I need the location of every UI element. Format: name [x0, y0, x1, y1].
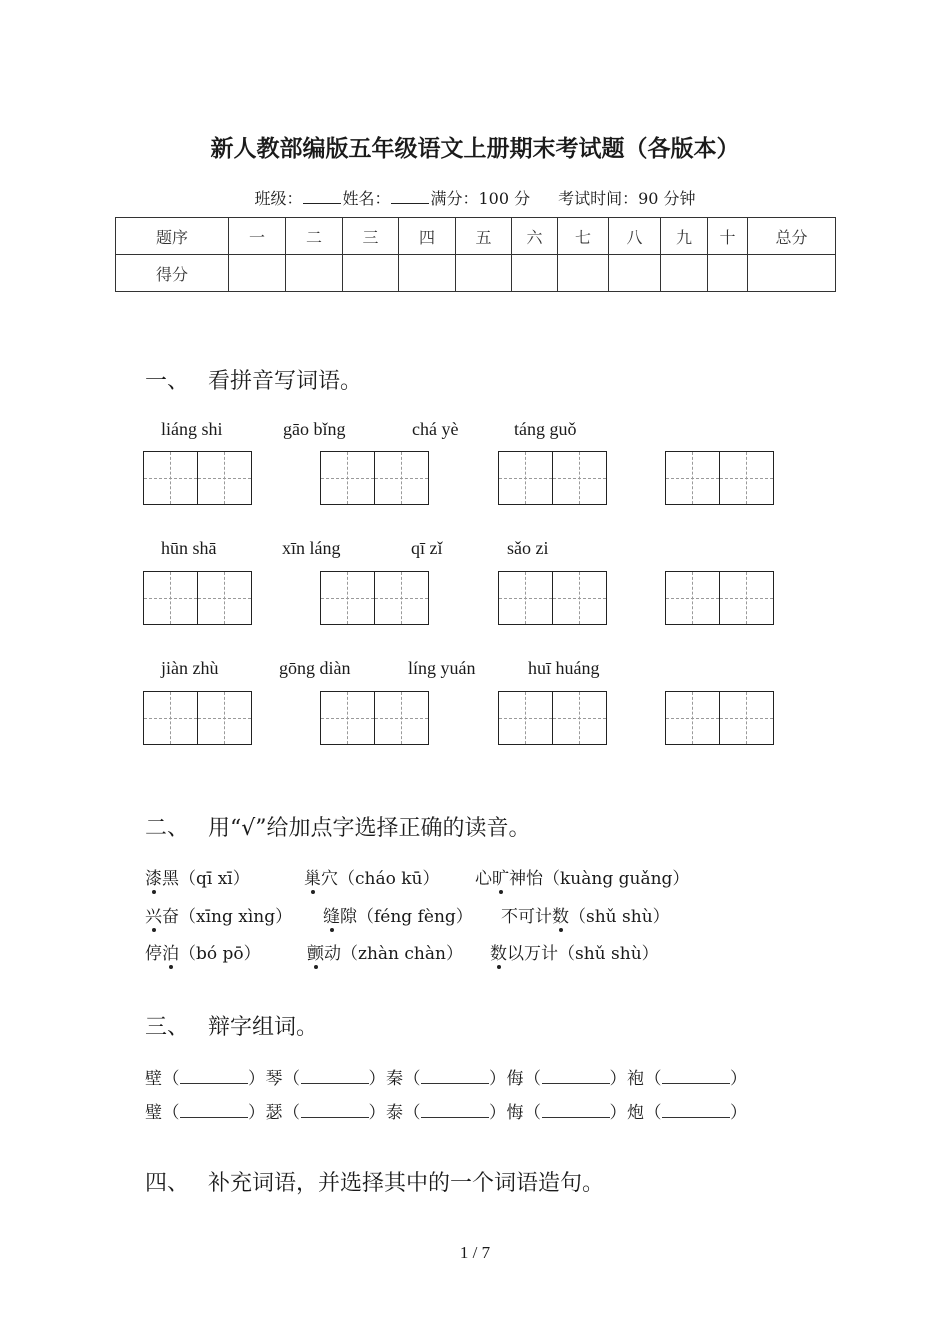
- answer-blank[interactable]: [542, 1071, 610, 1084]
- answer-blank[interactable]: [662, 1071, 730, 1084]
- char: 璧: [145, 1103, 163, 1123]
- full-score: 满分：100 分: [430, 189, 531, 208]
- score-row: [116, 255, 836, 292]
- pronunciation-item[interactable]: 不可计数（shǔ shù）: [501, 902, 670, 927]
- pinyin-label: gōng diàn: [279, 658, 351, 678]
- pinyin-label: huī huáng: [528, 658, 600, 678]
- page-number: 1 / 7: [459, 1243, 491, 1262]
- page-title: 新人教部编版五年级语文上册期末考试题（各版本）: [210, 135, 740, 162]
- score-cell[interactable]: [286, 255, 343, 292]
- score-header-cell: 五: [456, 218, 512, 255]
- writing-grid[interactable]: [320, 571, 429, 625]
- writing-grid[interactable]: [498, 571, 607, 625]
- pronunciation-item[interactable]: 数以万计（shǔ shù）: [490, 939, 659, 964]
- writing-grid[interactable]: [498, 691, 607, 745]
- score-cell[interactable]: [661, 255, 708, 292]
- writing-grid[interactable]: [665, 691, 774, 745]
- score-header-cell: 二: [286, 218, 343, 255]
- score-table: [115, 217, 836, 292]
- score-cell[interactable]: [456, 255, 512, 292]
- char: 炮: [627, 1103, 645, 1123]
- word-group-row: 璧（ ）瑟（ ）泰（ ）悔（ ）炮（ ）: [145, 1103, 748, 1123]
- pronunciation-item[interactable]: 兴奋（xīng xìng）: [145, 902, 292, 927]
- writing-grid[interactable]: [320, 691, 429, 745]
- pinyin-label: chá yè: [412, 419, 459, 439]
- score-cell[interactable]: [512, 255, 558, 292]
- score-header-cell: 七: [558, 218, 609, 255]
- pinyin-label: xīn láng: [282, 538, 341, 558]
- pronunciation-item[interactable]: 巢穴（cháo kū）: [304, 864, 440, 889]
- char: 琴: [265, 1069, 283, 1089]
- char: 侮: [506, 1069, 524, 1089]
- dotted-char: 漆: [145, 864, 162, 889]
- section-number: 一、: [145, 369, 190, 394]
- pinyin-label: sǎo zi: [507, 538, 549, 558]
- score-cell[interactable]: [609, 255, 661, 292]
- dotted-char: 泊: [162, 939, 179, 964]
- writing-grid[interactable]: [498, 451, 607, 505]
- section-title: 看拼音写词语。: [208, 369, 363, 394]
- answer-blank[interactable]: [180, 1105, 248, 1118]
- writing-grid[interactable]: [320, 451, 429, 505]
- section-title: 用“√”给加点字选择正确的读音。: [208, 816, 531, 841]
- section-3-heading: [145, 1010, 318, 1041]
- pronunciation-item[interactable]: 停泊（bó pō）: [145, 939, 261, 964]
- section-2-heading: [145, 811, 531, 842]
- pinyin-label: líng yuán: [408, 658, 476, 678]
- pronunciation-item[interactable]: 漆黑（qī xī）: [145, 864, 250, 889]
- score-row-label: 得分: [116, 255, 229, 292]
- dotted-char: 缝: [323, 902, 340, 927]
- name-blank: [391, 189, 429, 204]
- pronunciation-item[interactable]: 心旷神怡（kuàng guǎng）: [475, 864, 689, 889]
- char: 壁: [145, 1069, 163, 1089]
- score-header-cell: 题序: [116, 218, 229, 255]
- pronunciation-item[interactable]: 颤动（zhàn chàn）: [307, 939, 463, 964]
- writing-grid[interactable]: [143, 451, 252, 505]
- char: 悔: [506, 1103, 524, 1123]
- dotted-char: 兴: [145, 902, 162, 927]
- score-header-cell: 四: [399, 218, 456, 255]
- score-cell[interactable]: [343, 255, 399, 292]
- pinyin-label: qī zǐ: [411, 538, 443, 558]
- section-title: 辩字组词。: [208, 1015, 319, 1040]
- score-header-cell: 十: [708, 218, 748, 255]
- section-number: 三、: [145, 1015, 190, 1040]
- name-label: 姓名：: [342, 189, 391, 208]
- score-header-cell: 三: [343, 218, 399, 255]
- dotted-char: 数: [552, 902, 569, 927]
- exam-time: 考试时间：90 分钟: [558, 189, 696, 208]
- char: 泰: [386, 1103, 404, 1123]
- score-cell[interactable]: [748, 255, 836, 292]
- pinyin-label: liáng shi: [161, 419, 223, 439]
- pinyin-label: jiàn zhù: [161, 658, 219, 678]
- dotted-char: 数: [490, 939, 507, 964]
- answer-blank[interactable]: [542, 1105, 610, 1118]
- score-cell[interactable]: [558, 255, 609, 292]
- section-number: 四、: [145, 1171, 190, 1196]
- char: 袍: [627, 1069, 645, 1089]
- pinyin-label: gāo bǐng: [283, 419, 346, 439]
- section-4-heading: [145, 1166, 604, 1197]
- answer-blank[interactable]: [180, 1071, 248, 1084]
- score-header-cell: 九: [661, 218, 708, 255]
- score-header-cell: 总分: [748, 218, 836, 255]
- section-number: 二、: [145, 816, 190, 841]
- writing-grid[interactable]: [665, 451, 774, 505]
- answer-blank[interactable]: [421, 1105, 489, 1118]
- dotted-char: 巢: [304, 864, 321, 889]
- answer-blank[interactable]: [421, 1071, 489, 1084]
- score-cell[interactable]: [399, 255, 456, 292]
- answer-blank[interactable]: [301, 1105, 369, 1118]
- exam-info-line: [0, 186, 950, 209]
- answer-blank[interactable]: [662, 1105, 730, 1118]
- writing-grid[interactable]: [143, 571, 252, 625]
- pronunciation-item[interactable]: 缝隙（féng fèng）: [323, 902, 473, 927]
- class-label: 班级：: [254, 189, 303, 208]
- score-cell[interactable]: [229, 255, 286, 292]
- section-1-heading: [145, 364, 362, 395]
- score-header-cell: 八: [609, 218, 661, 255]
- section-title: 补充词语，并选择其中的一个词语造句。: [208, 1171, 605, 1196]
- score-header-cell: 一: [229, 218, 286, 255]
- dotted-char: 旷: [492, 864, 509, 889]
- word-group-row: 壁（ ）琴（ ）秦（ ）侮（ ）袍（ ）: [145, 1069, 748, 1089]
- answer-blank[interactable]: [301, 1071, 369, 1084]
- char: 瑟: [265, 1103, 283, 1123]
- score-cell[interactable]: [708, 255, 748, 292]
- char: 秦: [386, 1069, 404, 1089]
- score-header-row: [116, 218, 836, 255]
- writing-grid[interactable]: [143, 691, 252, 745]
- dotted-char: 颤: [307, 939, 324, 964]
- pinyin-label: táng guǒ: [514, 419, 577, 439]
- pinyin-label: hūn shā: [161, 538, 217, 558]
- writing-grid[interactable]: [665, 571, 774, 625]
- score-header-cell: 六: [512, 218, 558, 255]
- class-blank: [303, 189, 341, 204]
